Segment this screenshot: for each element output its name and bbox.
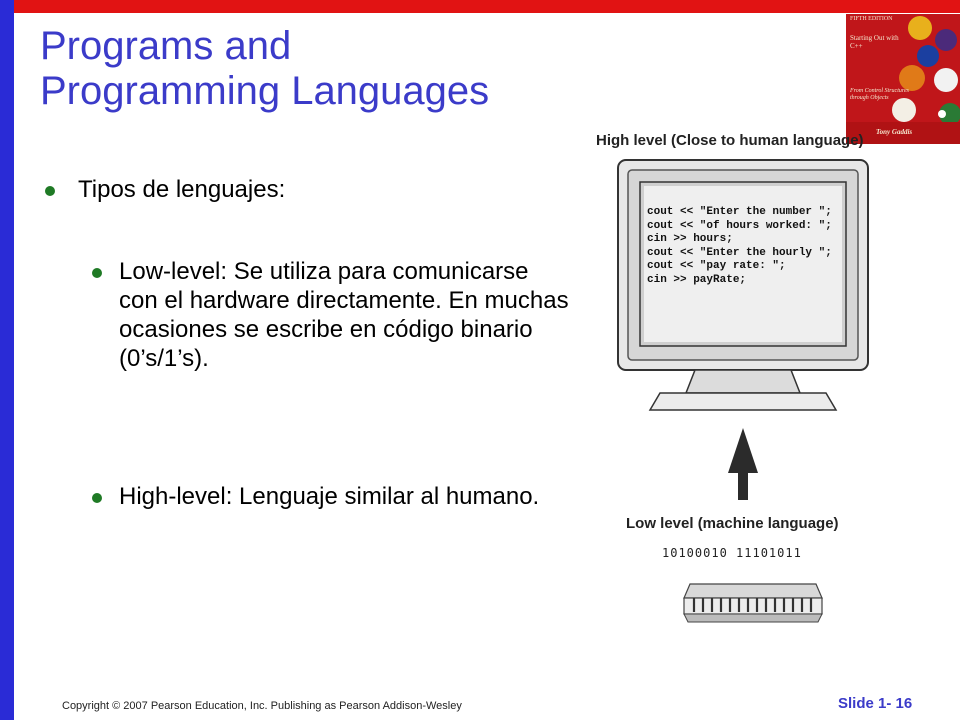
code-line: cout << "Enter the number "; <box>647 206 832 218</box>
bullet-dot-icon <box>92 268 102 278</box>
bullet-high-level <box>92 482 572 511</box>
microchip-icon <box>684 584 822 622</box>
code-line: cout << "of hours worked: "; <box>647 219 832 232</box>
language-levels-figure <box>590 128 900 628</box>
book-cover-image <box>846 14 960 144</box>
book-title: Starting Out with C++ <box>850 34 899 50</box>
low-level-label: Low level (machine language) <box>626 515 839 532</box>
code-line: cout << "pay rate: "; <box>647 260 786 272</box>
bullet-text: Tipos de lenguajes: <box>78 176 286 203</box>
bullet-dot-icon <box>92 493 102 503</box>
source-code-block <box>647 206 832 287</box>
book-subtitle: From Control Structures through Objects <box>850 88 910 101</box>
slide-title-line-1: Programs and <box>40 24 292 68</box>
code-line: cin >> hours; <box>647 233 733 245</box>
code-line: cout << "Enter the hourly "; <box>647 246 832 259</box>
bullet-text: High-level: Lenguaje similar al humano. <box>119 483 540 510</box>
top-accent-bar <box>14 0 960 13</box>
code-line: cin >> payRate; <box>647 273 747 286</box>
slide-title <box>40 24 489 114</box>
book-edition: FIFTH EDITION <box>850 16 893 22</box>
copyright-notice: Copyright © 2007 Pearson Education, Inc. Publishing as Pearson Addison-Wesley <box>62 700 462 712</box>
bullet-low-level <box>92 257 572 373</box>
bullet-dot-icon <box>45 186 55 196</box>
bullet-language-types <box>45 175 285 204</box>
slide-number: Slide 1- 16 <box>838 695 913 712</box>
book-author: Tony Gaddis <box>876 128 913 136</box>
left-accent-bar <box>0 0 14 720</box>
high-level-label: High level (Close to human language) <box>596 132 864 149</box>
slide-title-line-2: Programming Languages <box>40 69 490 113</box>
up-arrow-icon <box>728 428 758 500</box>
bullet-text: Low-level: Se utiliza para comunicarse con el hardware directamente. En muchas ocasiones se escribe en código binario (0’s/1’s). <box>119 258 569 372</box>
binary-code: 10100010 11101011 <box>662 546 802 560</box>
